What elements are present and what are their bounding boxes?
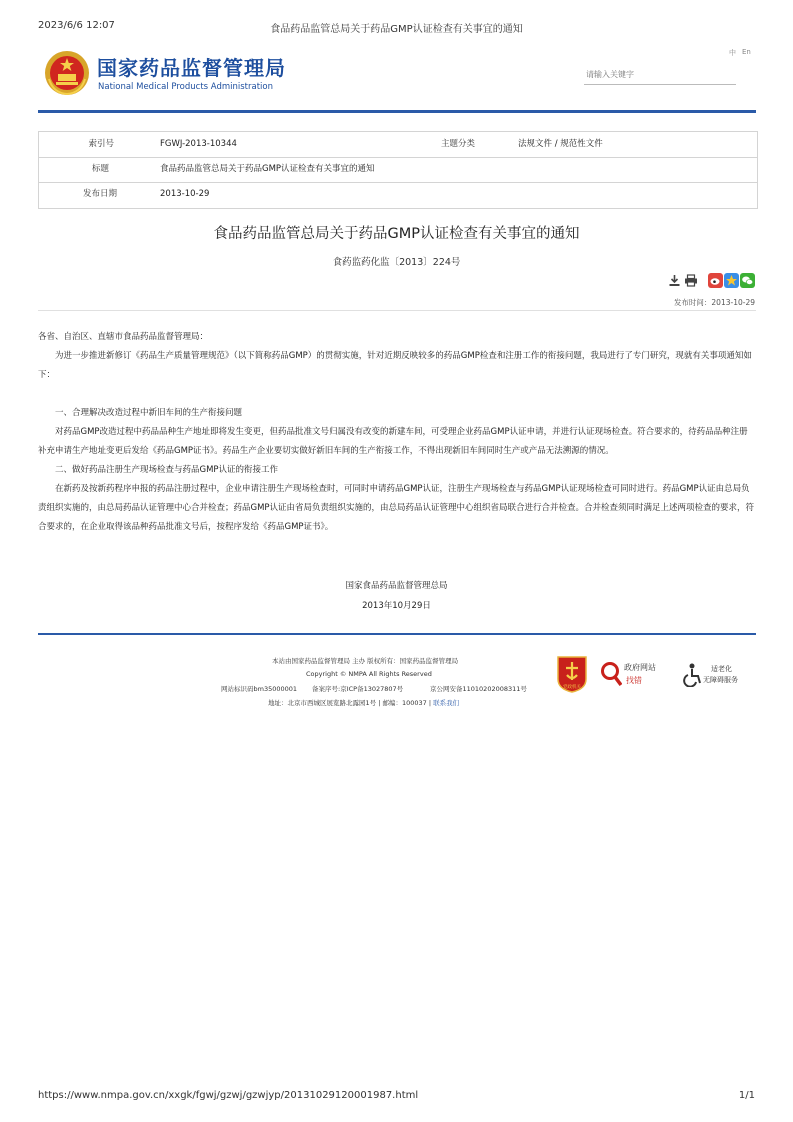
national-emblem-icon[interactable] [43,49,91,97]
download-icon[interactable] [668,274,681,287]
title-label: 标题 [91,164,109,174]
print-url: https://www.nmpa.gov.cn/xxgk/fgwj/gzwj/gzwjyp/20131029120001987.html [38,1090,419,1101]
content-divider [38,310,756,311]
meta-row-title [39,157,757,183]
index-label: 索引号 [88,139,114,149]
section1-heading: 一、合理解决改造过程中新旧车间的生产衔接问题 [55,408,243,418]
meta-row-date [39,182,757,207]
error-search-icon [600,661,622,687]
accessibility-badge[interactable] [681,661,751,689]
lang-en-link[interactable]: En [742,48,751,56]
sign-date: 2013年10月29日 [362,601,431,611]
badge1-text: 党政机关 [563,685,581,690]
search-input[interactable] [584,65,736,85]
salutation: 各省、自治区、直辖市食品药品监督管理局： [38,332,209,342]
search-box [584,62,736,85]
meta-table [38,131,758,209]
section2-heading: 二、做好药品注册生产现场检查与药品GMP认证的衔接工作 [55,465,279,475]
section1-body: 对药品GMP改造过程中药品品种生产地址即将发生变更，但药品批准文号归属没有改变的新建车间，可受理企业药品GMP认证申请，并进行认证现场检查。符合要求的，待药品品种注册补充申请生产地址变更后发给《药品GMP证书》。药品生产企业要切实做好新旧车间的生产衔接工作，不得出现新旧车间同时生产或产品无法溯源的情况。 [38,427,748,456]
document-number: 食药监药化监〔2013〕224号 [332,257,461,268]
qzone-share-icon[interactable] [724,273,739,288]
title-value: 食品药品监管总局关于药品GMP认证检查有关事宜的通知 [160,164,375,174]
topic-value: 法规文件 / 规范性文件 [518,139,603,149]
date-value: 2013-10-29 [160,189,210,199]
meta-row-index [39,132,757,158]
gov-site-error-badge[interactable] [600,658,670,690]
publish-time: 发布时间：2013-10-29 [673,298,755,307]
weibo-share-icon[interactable] [708,273,723,288]
index-value: FGWJ-2013-10344 [160,139,237,149]
document-title: 食品药品监管总局关于药品GMP认证检查有关事宜的通知 [213,226,580,242]
print-page-number: 1/1 [738,1090,755,1101]
footer-site-id: 网站标识码bm35000001 [221,685,298,693]
intro-paragraph: 为进一步推进新修订《药品生产质量管理规范》（以下简称药品GMP）的贯彻实施，针对近期反映较多的药品GMP检查和注册工作的衔接问题，我局进行了专门研究，现就有关事项通知如下： [38,351,752,380]
print-page-title: 食品药品监管总局关于药品GMP认证检查有关事宜的通知 [270,24,523,35]
badge3-line2: 无障碍服务 [703,676,738,684]
topic-label: 主题分类 [440,139,475,149]
print-datetime: 2023/6/6 12:07 [38,20,115,31]
footer-sponsor: 本站由国家药品监督管理局 主办 版权所有：国家药品监督管理局 [272,657,459,665]
badge2-line2: 找错 [626,676,642,685]
lang-cn-link[interactable]: 中 [729,49,736,57]
document-body [38,328,756,537]
footer-copyright: Copyright © NMPA All Rights Reserved [306,670,432,678]
print-icon[interactable] [684,274,698,287]
site-name-cn[interactable]: 国家药品监督管理局 [97,56,286,80]
footer-address-line [268,698,459,707]
footer-divider [38,633,756,635]
signature: 国家食品药品监督管理总局 [345,581,448,591]
accessibility-icon [681,663,703,687]
footer-address: 地址：北京市西城区展览路北露园1号 | 邮编：100037 | [268,699,432,707]
date-label: 发布日期 [82,189,117,199]
footer-police[interactable]: 京公网安备11010202008311号 [430,685,527,693]
badge2-line1: 政府网站 [624,663,656,672]
site-name-en: National Medical Products Administration [98,82,273,92]
contact-us-link[interactable]: 联系我们 [433,699,460,707]
header-divider [38,110,756,113]
section2-body: 在新药及按新药程序申报的药品注册过程中，企业申请注册生产现场检查时，可同时申请药品GMP认证，注册生产现场检查与药品GMP认证现场检查可同时进行。药品GMP认证由总局负责组织实施的，由总局药品认证管理中心合并检查；药品GMP认证由省局负责组织实施的，由总局药品认证管理中心组织省局联合进行合并检查。合并检查须同时满足上述两项检查的要求，符合要求的，在企业取得该品种药品批准文号后，按程序发给《药品GMP证书》。 [38,484,755,532]
footer-icp[interactable]: 备案序号:京ICP备13027807号 [312,685,404,693]
wechat-share-icon[interactable] [740,273,755,288]
party-gov-badge-icon[interactable] [555,655,589,693]
spacer [38,385,756,404]
badge3-line1: 适老化 [711,665,732,673]
